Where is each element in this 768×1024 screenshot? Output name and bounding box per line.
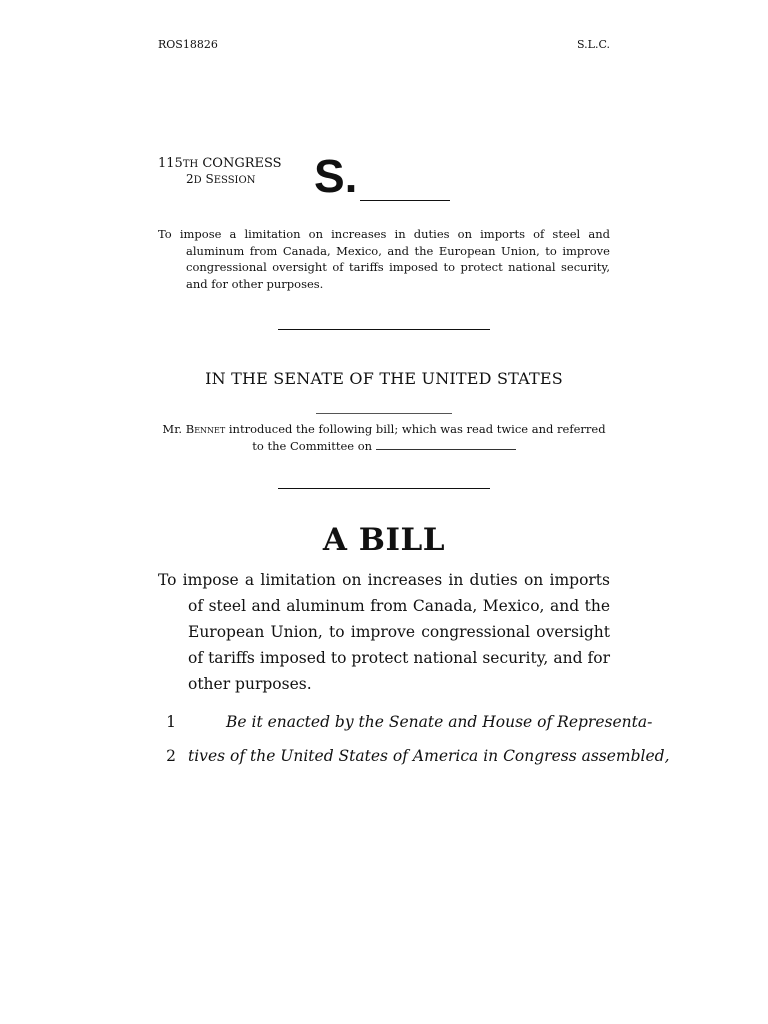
divider-top xyxy=(278,329,490,330)
session-number: 2 xyxy=(186,172,194,186)
sponsor-prefix: Mr. xyxy=(162,422,183,436)
congress-word: CONGRESS xyxy=(202,156,282,171)
introduction-text: introduced the following bill; which was read twice and referred to the Committee on xyxy=(228,422,606,453)
bill-summary: To impose a limitation on increases in duties on imports of steel and aluminum from Canada, Mexico, and the European Union, to improve congressional oversight of tariffs imposed to protect national security, and for other purposes. xyxy=(158,227,610,291)
divider-bottom xyxy=(278,488,490,489)
chamber-heading: IN THE SENATE OF THE UNITED STATES xyxy=(205,369,563,388)
congress-number: 115 xyxy=(158,156,183,171)
bill-long-title: To impose a limitation on increases in duties on imports of steel and aluminum from Canada, Mexico, and the European Union, to improve congressional oversight of tariffs imposed to protect national security, and for other purposes. xyxy=(158,571,610,693)
line-number: 1 xyxy=(166,713,176,731)
office-code: S.L.C. xyxy=(577,38,610,51)
congress-label xyxy=(158,156,282,173)
sponsor-name: Bennet xyxy=(185,422,226,436)
bill-number-blank xyxy=(360,200,450,201)
enacting-clause-line: Be it enacted by the Senate and House of Representa- xyxy=(226,713,653,731)
congress-number-suffix: TH xyxy=(182,159,199,170)
line-number: 2 xyxy=(166,747,176,765)
session-number-suffix: D xyxy=(193,175,202,186)
bill-heading: A BILL xyxy=(322,522,446,558)
enacting-clause-line: tives of the United States of America in Congress assembled, xyxy=(188,747,670,765)
introduction-statement xyxy=(158,421,610,455)
session-label xyxy=(186,172,255,186)
divider-thin xyxy=(316,413,452,414)
document-id: ROS18826 xyxy=(158,38,218,51)
bill-number-prefix: S. xyxy=(314,150,358,202)
committee-blank xyxy=(376,440,516,450)
session-rest: ESSION xyxy=(213,175,256,186)
session-initial: S xyxy=(205,172,214,186)
